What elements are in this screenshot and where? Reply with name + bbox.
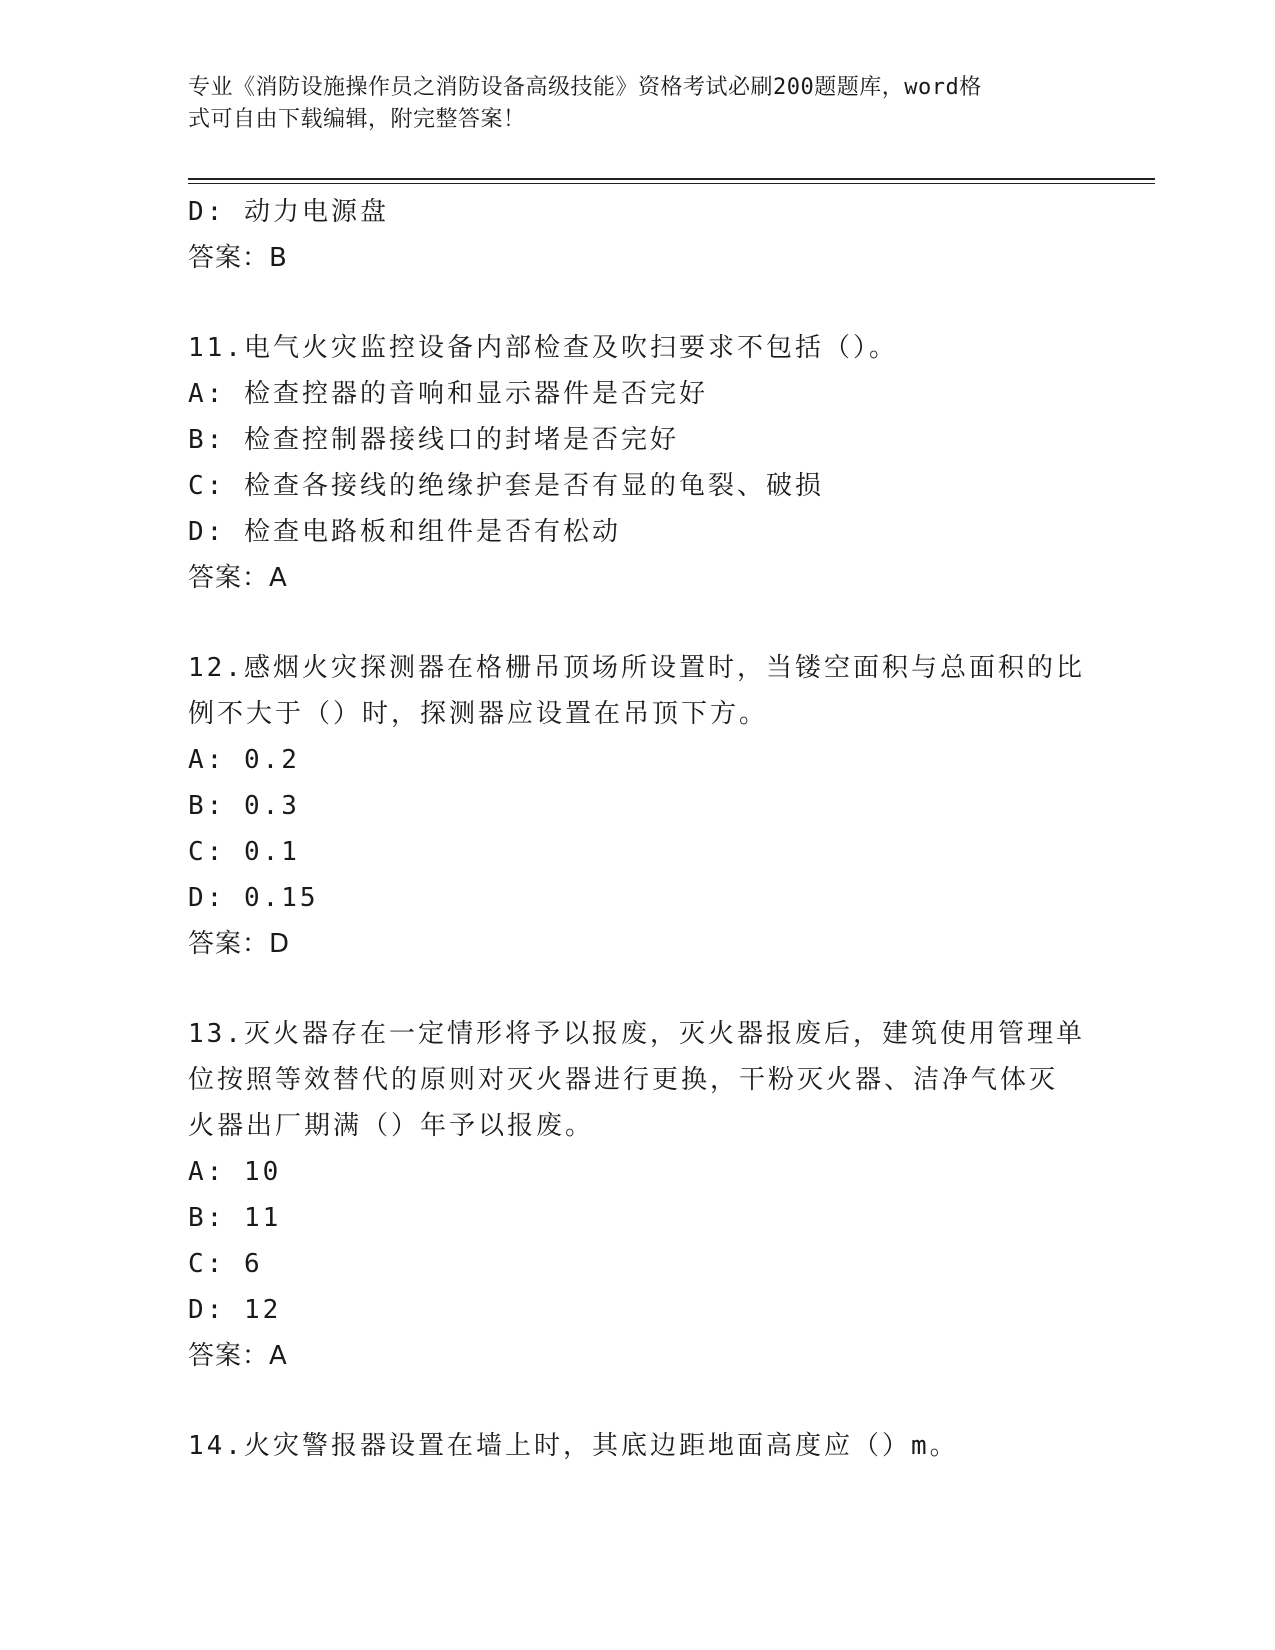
option-d: D: 12 xyxy=(188,1295,282,1325)
option-d: D: 动力电源盘 xyxy=(188,197,389,227)
question-11 xyxy=(188,325,1088,601)
question-stem: 13.灭火器存在一定情形将予以报废，灭火器报废后，建筑使用管理单 xyxy=(188,1019,1085,1049)
question-stem: 11.电气火灾监控设备内部检查及吹扫要求不包括（）。 xyxy=(188,333,898,363)
spacer xyxy=(188,601,1088,645)
option-b: B: 0.3 xyxy=(188,791,300,821)
option-b: B: 11 xyxy=(188,1203,282,1233)
question-stem: 例不大于（）时，探测器应设置在吊顶下方。 xyxy=(188,699,769,729)
header-line-1: 专业《消防设施操作员之消防设备高级技能》资格考试必刷200题题库，word格 xyxy=(188,75,982,100)
spacer xyxy=(188,1379,1088,1423)
answer-line: 答案：B xyxy=(188,243,288,273)
option-c: C: 0.1 xyxy=(188,837,300,867)
option-b: B: 检查控制器接线口的封堵是否完好 xyxy=(188,425,679,455)
question-stem: 12.感烟火灾探测器在格栅吊顶场所设置时，当镂空面积与总面积的比 xyxy=(188,653,1085,683)
question-12 xyxy=(188,645,1088,967)
question-stem: 位按照等效替代的原则对灭火器进行更换，干粉灭火器、洁净气体灭 xyxy=(188,1065,1059,1095)
question-13 xyxy=(188,1011,1088,1379)
option-c: C: 检查各接线的绝缘护套是否有显的龟裂、破损 xyxy=(188,471,824,501)
header-divider-thin xyxy=(188,183,1155,184)
option-c: C: 6 xyxy=(188,1249,263,1279)
question-stem: 14.火灾警报器设置在墙上时，其底边距地面高度应（）m。 xyxy=(188,1431,959,1461)
option-a: A: 0.2 xyxy=(188,745,300,775)
answer-line: 答案：A xyxy=(188,1341,288,1371)
option-a: A: 10 xyxy=(188,1157,282,1187)
header-line-2: 式可自由下载编辑，附完整答案！ xyxy=(188,107,526,132)
option-d: D: 0.15 xyxy=(188,883,319,913)
option-a: A: 检查控器的音响和显示器件是否完好 xyxy=(188,379,708,409)
option-d: D: 检查电路板和组件是否有松动 xyxy=(188,517,621,547)
spacer xyxy=(188,967,1088,1011)
spacer xyxy=(188,281,1088,325)
question-14 xyxy=(188,1423,1088,1469)
answer-line: 答案：D xyxy=(188,929,291,959)
document-header xyxy=(188,72,1068,136)
question-stem: 火器出厂期满（）年予以报废。 xyxy=(188,1111,595,1141)
answer-line: 答案：A xyxy=(188,563,288,593)
header-divider-thick xyxy=(188,178,1155,180)
question-fragment xyxy=(188,189,1088,281)
document-body xyxy=(188,189,1088,1469)
